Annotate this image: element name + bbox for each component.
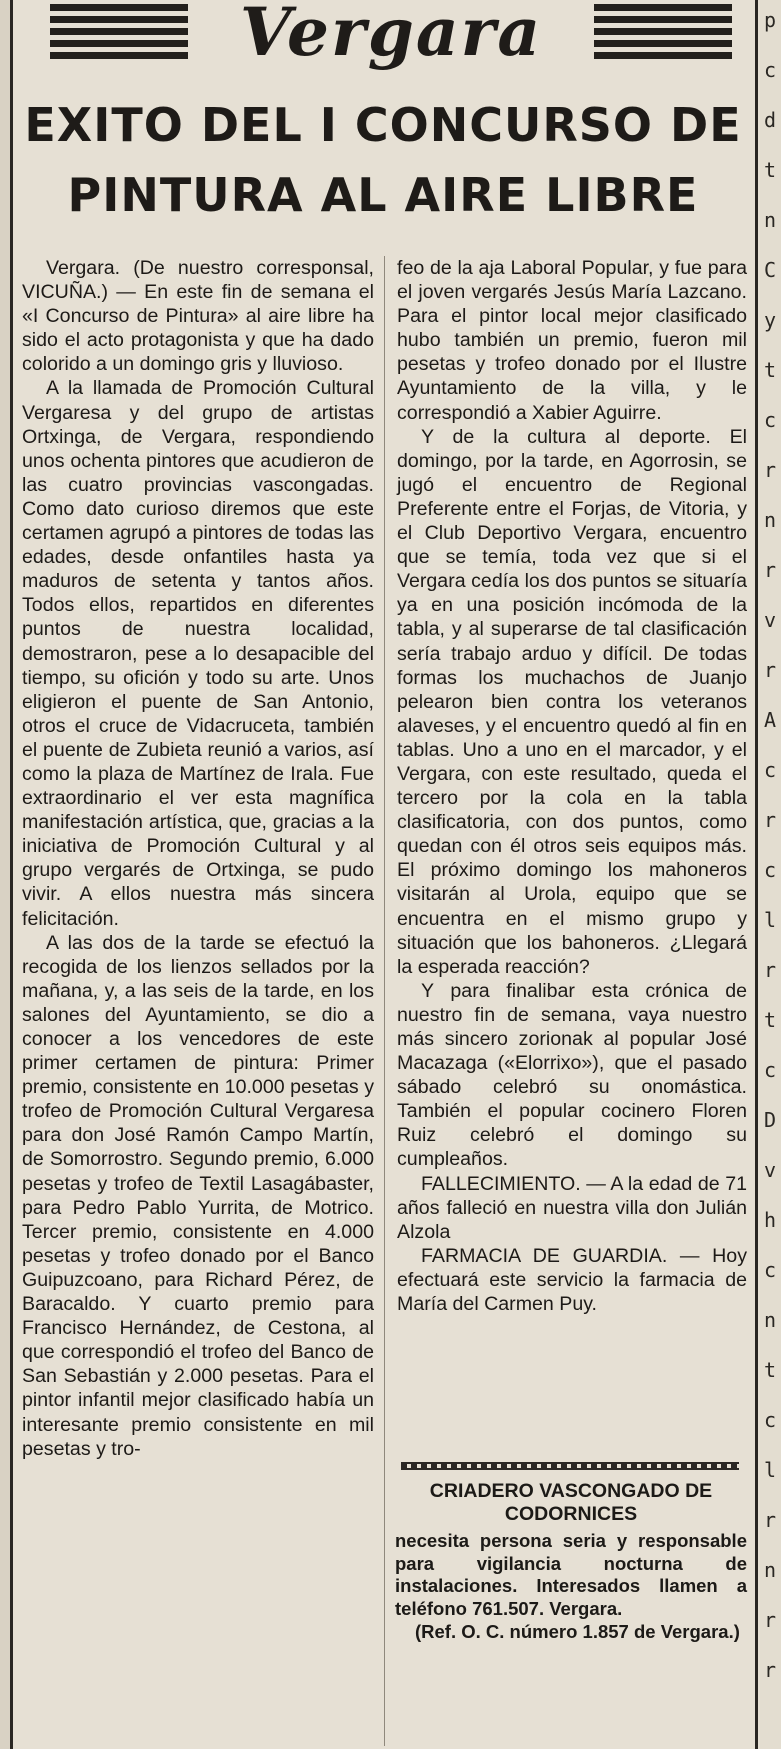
article-paragraph: feo de la aja Laboral Popular, y fue para el joven vergarés Jesús María Lazcano. Para el pintor local mejor clasificado hubo también un premio, fueron mil pesetas y trofeo donado por el Ilustre Ayuntamiento de la villa, y le correspondió a Xabier Aguirre.	[397, 257, 747, 424]
adjacent-column-fragment: r	[764, 1658, 777, 1682]
adjacent-column-fragment: c	[764, 858, 777, 882]
adjacent-column-fragment: v	[764, 608, 777, 632]
article-paragraph: Vergara. (De nuestro corresponsal, VICUÑA.) — En este fin de semana el «I Concurso de Pintura» al aire libre ha sido el acto protagonista y que ha dado colorido a un domingo gris y lluvioso.	[22, 257, 374, 376]
adjacent-column-fragment: p	[764, 8, 777, 32]
adjacent-column-fragment: r	[764, 808, 777, 832]
adjacent-column-fragment: n	[764, 508, 777, 532]
adjacent-column-fragment: n	[764, 1308, 777, 1332]
pharmacy-notice: FARMACIA DE GUARDIA. — Hoy efectuará este servicio la farmacia de María del Carmen Puy.	[397, 1244, 747, 1316]
headline	[18, 90, 748, 230]
adjacent-column-fragment: n	[764, 208, 777, 232]
adjacent-column-fragment: l	[764, 1458, 777, 1482]
adjacent-column-fragment: r	[764, 1608, 777, 1632]
adjacent-column-fragment: l	[764, 908, 777, 932]
article-paragraph: Y para finalibar esta crónica de nuestro fin de semana, vaya nuestro más sincero zorionak al popular José Macazaga («Elorrixo»), que el pasado sábado celebró su onomástica. También el popular cocinero Floren Ruiz celebró el domingo su cumpleaños.	[397, 979, 747, 1171]
obituary-notice: FALLECIMIENTO. — A la edad de 71 años falleció en nuestra villa don Julián Alzola	[397, 1172, 747, 1243]
article-paragraph: A la llamada de Promoción Cultural Vergaresa y del grupo de artistas Ortxinga, de Vergara, respondiendo unos ochenta pintores que acudieron de las cuatro provincias vascongadas. Como dato curioso diremos que este certamen agrupó a pintores de todas las edades, desde onfantiles hasta ya maduros de setenta y tantos años. Todos ellos, repartidos en diferentes puntos de nuestra localidad, demostraron, pese a lo desapacible del tiempo, su ofición y todo su arte. Unos eligieron el puente de San Antonio, otros el cruce de Vidacruceta, también el puente de Zubieta reunió a varios, así como la plaza de Martínez de Irala. Fue extraordinario el ver esta magnífica manifestación artística, que, gracias a la iniciativa de Promoción Cultural y al grupo vergarés de Ortxinga, se pudo vivir. A ellos nuestra más sincera felicitación.	[22, 377, 374, 930]
adjacent-column-fragment: r	[764, 1508, 777, 1532]
headline-line-1: EXITO DEL I CONCURSO DE	[24, 98, 742, 152]
adjacent-column-fragment: v	[764, 1158, 777, 1182]
ad-body-text: necesita persona seria y responsable para vigilancia nocturna de instalaciones. Interesados llamen a teléfono 761.507. Vergara.	[395, 1530, 747, 1620]
classified-ad	[395, 1462, 747, 1644]
adjacent-column-fragment: n	[764, 1558, 777, 1582]
masthead	[50, 0, 732, 70]
adjacent-column-fragment: r	[764, 558, 777, 582]
adjacent-column-fragment: r	[764, 458, 777, 482]
left-column-rule	[10, 0, 13, 1749]
adjacent-column-fragment: r	[764, 958, 777, 982]
adjacent-column-fragment: C	[764, 258, 777, 282]
article-right-column	[397, 256, 747, 1316]
scan-left-edge	[0, 0, 10, 1749]
adjacent-column-fragment: t	[764, 1008, 777, 1032]
column-divider	[384, 256, 385, 1746]
adjacent-column-fragment: r	[764, 658, 777, 682]
adjacent-column-fragment: d	[764, 108, 777, 132]
adjacent-column-fragment: t	[764, 158, 777, 182]
masthead-title: Vergara	[239, 0, 543, 71]
ad-title: CRIADERO VASCONGADO DE CODORNICES	[429, 1480, 713, 1525]
adjacent-column-fragment: c	[764, 1058, 777, 1082]
adjacent-column-fragment: c	[764, 1258, 777, 1282]
article-paragraph: A las dos de la tarde se efectuó la recogida de los lienzos sellados por la mañana, y, a las seis de la tarde, en los salones del Ayuntamiento, se dio a conocer a los vencedores de este primer certamen de pintura: Primer premio, consistente en 10.000 pesetas y trofeo de Promoción Cultural Vergaresa para don José Ramón Campo Martín, de Somorrostro. Segundo premio, 6.000 pesetas y trofeo de Textil Lasagábaster, para Pedro Pablo Yurrita, de Motrico. Tercer premio, consistente en 4.000 pesetas y trofeo donado por el Banco Guipuzcoano, para Richard Pérez, de Baracaldo. Y cuarto premio para Francisco Hernández, de Cestona, al que correspondió el trofeo del Banco de San Sebastián y 2.000 pesetas. Para el pintor infantil mejor clasificado había un interesante premio consistente en mil pesetas y tro-	[22, 931, 374, 1460]
adjacent-column-fragment: t	[764, 358, 777, 382]
adjacent-column-fragment: c	[764, 758, 777, 782]
ad-dotted-border	[401, 1462, 739, 1470]
adjacent-column-fragment: A	[764, 708, 777, 732]
ad-reference: (Ref. O. C. número 1.857 de Vergara.)	[415, 1620, 740, 1642]
adjacent-column-fragment: y	[764, 308, 777, 332]
adjacent-column-fragment: c	[764, 58, 777, 82]
adjacent-column-fragment: c	[764, 1408, 777, 1432]
masthead-stripes-right	[594, 4, 732, 60]
adjacent-column-fragment: h	[764, 1208, 777, 1232]
ad-body	[395, 1530, 747, 1644]
article-paragraph: Y de la cultura al deporte. El domingo, por la tarde, en Agorrosin, se jugó el encuentro de Regional Preferente entre el Forjas, de Vitoria, y el Club Deportivo Vergara, encuentro que se temía, toda vez que si el Vergara cedía los dos puntos se situaría ya en una posición incómoda de la tabla, y al superarse de tal clasificación sería trabajo arduo y difícil. De todas formas los muchachos de Juanjo pelearon bien contra los veteranos alaveses, y el encuentro quedó al fin en tablas. Uno a uno en el marcador, y el Vergara, con este resultado, queda el tercero por la cola en la tabla clasificatoria, con dos puntos, como quedan con él otros seis equipos más. El próximo domingo los mahoneros visitarán al Urola, equipo que se encuentra en el mismo grupo y situación que los bahoneros. ¿Llegará la esperada reacción?	[397, 425, 747, 978]
masthead-stripes-left	[50, 4, 188, 60]
adjacent-column-fragment: c	[764, 408, 777, 432]
article-left-column	[22, 256, 374, 1461]
adjacent-column-fragment: D	[764, 1108, 777, 1132]
headline-line-2: PINTURA AL AIRE LIBRE	[67, 168, 699, 222]
right-column-rule	[755, 0, 758, 1749]
adjacent-column-fragment: t	[764, 1358, 777, 1382]
